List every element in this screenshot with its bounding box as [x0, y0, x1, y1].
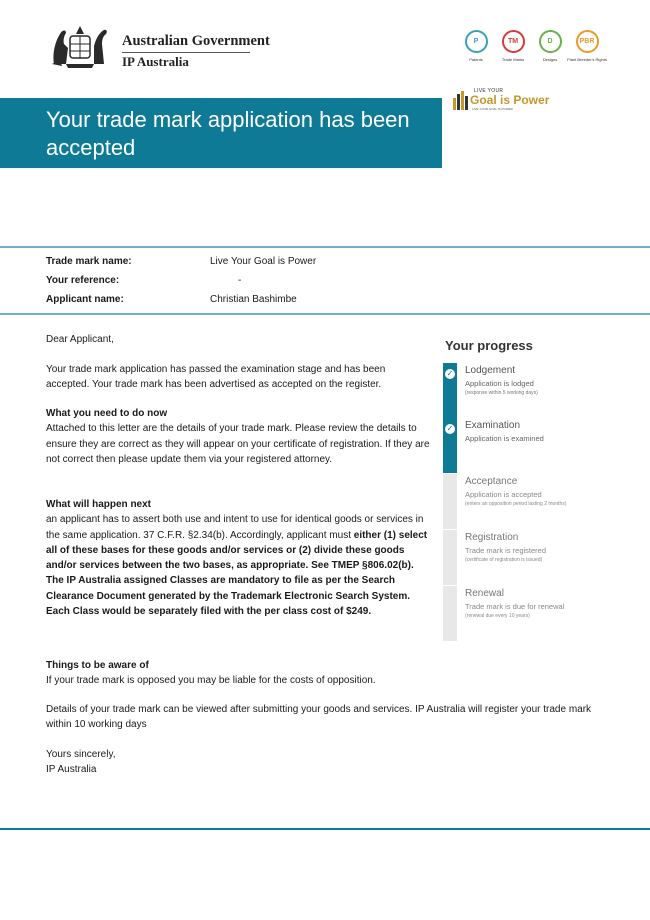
ip-rights-legend	[456, 30, 606, 80]
intro-paragraph: Your trade mark application has passed the examination stage and has been accepted. Your trade mark has been advertised as accepted on the register.	[46, 364, 386, 391]
trade-marks-icon: TM	[502, 30, 525, 53]
reference-label: Your reference:	[46, 275, 120, 286]
next-section	[46, 497, 431, 619]
progress-step-examination: ✓ Examination Application is examined	[443, 418, 613, 473]
next-bold-text: either (1) select all of these bases for these goods and/or services or (2) divide these goods and/or services between the two bases, as appropriate. See TMEP §806.02(b). The IP Australia assigned Classes are mandatory to file as per the Search Clearance Document generated by the Trademark Electronic Search System. Each Class would be separately filed with the per class cost of $249.	[46, 529, 428, 618]
trade-mark-name-value: Live Your Goal is Power	[210, 256, 317, 267]
details-paragraph: Details of your trade mark can be viewed after submitting your goods and services. IP Australia will register your trade mark within 10 working days	[46, 704, 592, 731]
designs-icon: D	[539, 30, 562, 53]
ip-right-patents: P Patents	[456, 30, 496, 62]
government-name: Australian Government	[122, 33, 270, 49]
ip-right-trade-marks: TM Trade Marks	[493, 30, 533, 62]
signoff: Yours sincerely,	[46, 749, 116, 760]
footer-divider	[0, 828, 650, 830]
signature	[46, 747, 431, 778]
reference-value: -	[238, 275, 242, 286]
title-banner	[0, 98, 442, 168]
applicant-name-value: Christian Bashimbe	[210, 294, 297, 305]
agency-name: IP Australia	[122, 54, 189, 69]
progress-step-lodgement: ✓ Lodgement Application is lodged (response within 5 working days)	[443, 363, 613, 418]
ip-right-designs: D Designs	[530, 30, 570, 62]
details-bottom-divider	[0, 313, 650, 315]
todo-heading: What you need to do now	[46, 408, 168, 419]
progress-step-renewal: Renewal Trade mark is due for renewal (renewal due every 10 years)	[443, 586, 613, 641]
signer: IP Australia	[46, 764, 97, 776]
check-icon: ✓	[446, 424, 454, 433]
aware-heading: Things to be aware of	[46, 660, 149, 671]
brand-mark-icon	[452, 90, 470, 110]
details-top-divider	[0, 246, 650, 248]
todo-paragraph: Attached to this letter are the details of your trade mark. Please review the details to ensure they are correct as they will appear on your certificate of registration. If they are not correct then please update them via your registered attorney.	[46, 423, 430, 465]
trade-mark-name-label: Trade mark name:	[46, 256, 132, 267]
check-icon: ✓	[446, 369, 454, 378]
aware-section	[46, 658, 596, 689]
progress-step-registration: Registration Trade mark is registered (certificate of registration is issued)	[443, 530, 613, 585]
aware-paragraph: If your trade mark is opposed you may be liable for the costs of opposition.	[46, 675, 376, 687]
applicant-name-label: Applicant name:	[46, 294, 124, 305]
progress-step-acceptance: Acceptance Application is accepted (enters an opposition period lasting 2 months)	[443, 474, 613, 529]
todo-section	[46, 406, 431, 467]
progress-title: Your progress	[445, 338, 533, 353]
ip-right-plant-breeders: PBR Plant Breeder's Rights	[567, 30, 607, 62]
header-divider	[122, 52, 250, 53]
greeting: Dear Applicant,	[46, 334, 114, 345]
next-paragraph: an applicant has to assert both use and intent to use for identical goods or services in the same application. 37 C.F.R. §2.34(b). Accordingly, applicant must either (1) select all of these bases for these goods and/or services or (2) divide these goods and/or services between the two bases, as appropriate. See TMEP §806.02(b). The IP Australia assigned Classes are mandatory to file as per the Search Clearance Document generated by the Trademark Electronic Search System. Each Class would be separately filed with the per class cost of $249.	[46, 514, 428, 618]
brand-logo: LIVE YOUR Goal is Power LIVE YOUR GOAL IS POWER	[452, 88, 548, 112]
next-heading: What will happen next	[46, 499, 152, 510]
page-title: Your trade mark application has been accepted	[46, 107, 410, 160]
coat-of-arms-icon	[46, 24, 114, 70]
patents-icon: P	[465, 30, 488, 53]
plant-breeders-rights-icon: PBR	[576, 30, 599, 53]
